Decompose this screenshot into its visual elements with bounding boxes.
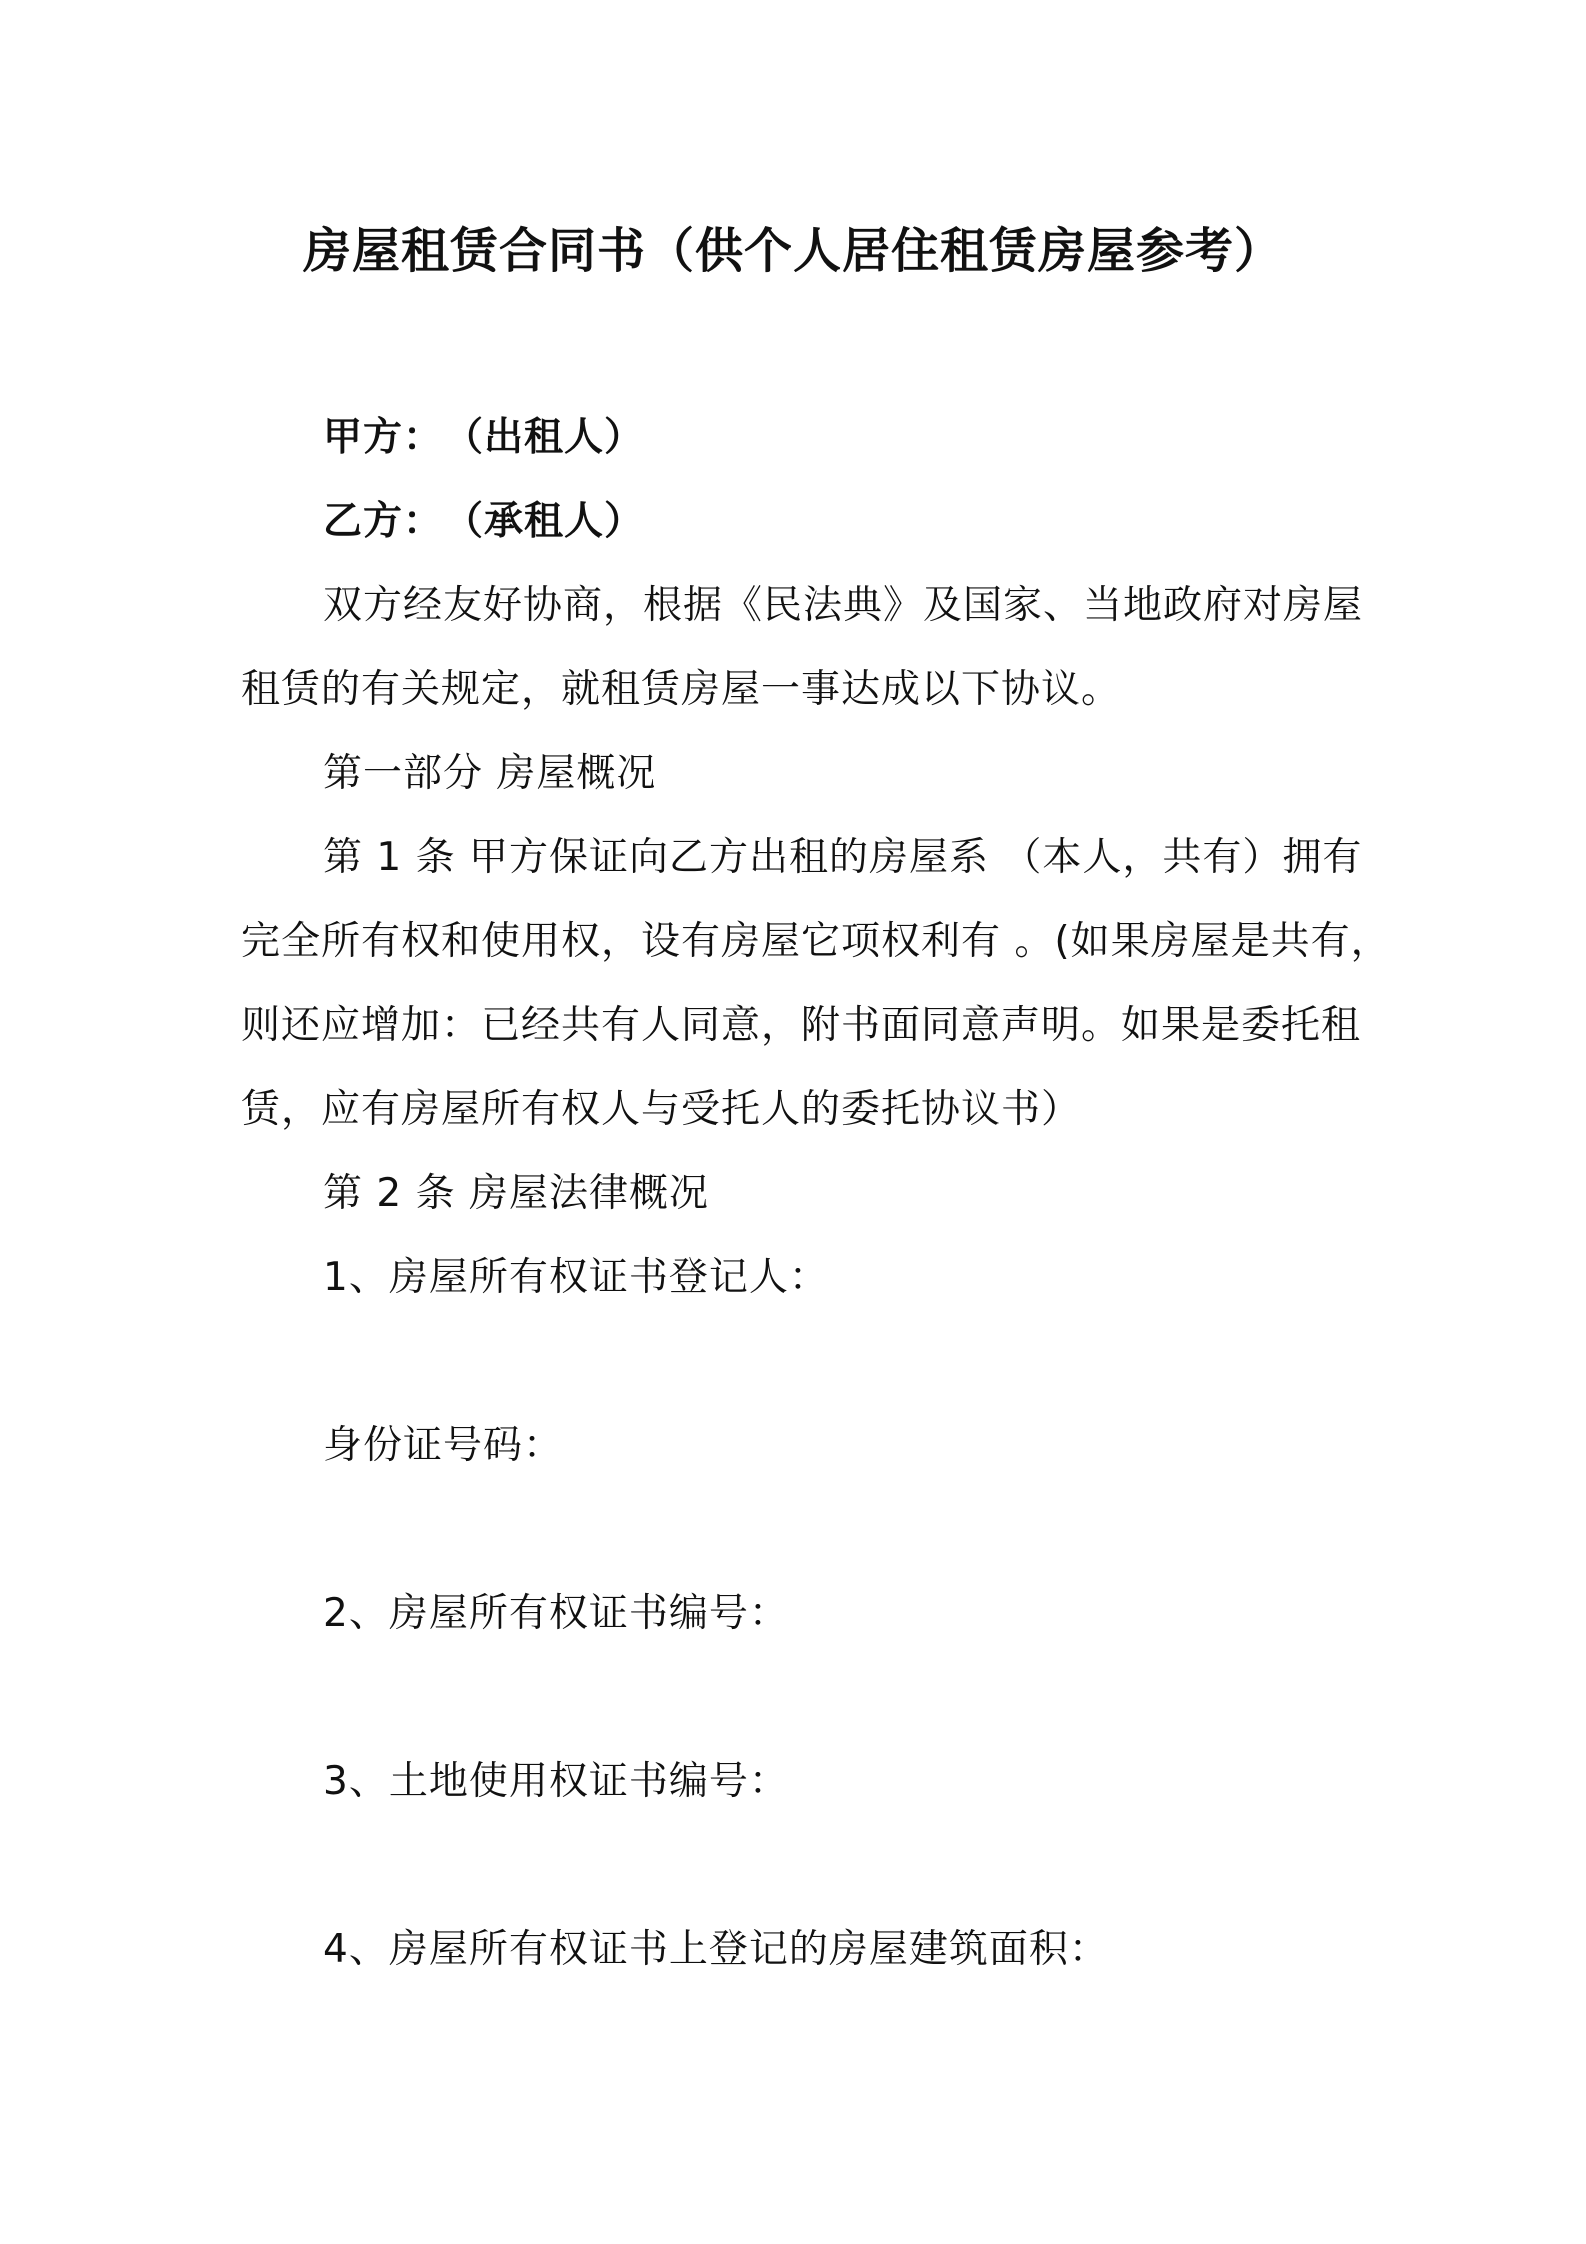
party-a-line: 甲方： （出租人） (323, 415, 645, 460)
intro-line-2: 租赁的有关规定，就租赁房屋一事达成以下协议。 (241, 667, 1122, 712)
article1-line-2: 完全所有权和使用权，设有房屋它项权利有 。(如果房屋是共有， (241, 919, 1391, 964)
item-land-use-cert-number: 3、土地使用权证书编号： (323, 1759, 789, 1804)
item-ownership-cert-number: 2、房屋所有权证书编号： (323, 1591, 789, 1636)
party-b-line: 乙方： （承租人） (323, 499, 645, 544)
item-id-number: 身份证号码： (323, 1423, 564, 1468)
document-title: 房屋租赁合同书（供个人居住租赁房屋参考） (302, 223, 1283, 279)
intro-line-1: 双方经友好协商，根据《民法典》及国家、当地政府对房屋 (323, 583, 1364, 628)
item-owner-registrant: 1、房屋所有权证书登记人： (323, 1255, 829, 1300)
item-building-area: 4、房屋所有权证书上登记的房屋建筑面积： (323, 1927, 1109, 1972)
part1-heading: 第一部分 房屋概况 (323, 751, 657, 796)
article1-line-1: 第 1 条 甲方保证向乙方出租的房屋系 （本人，共有）拥有 (323, 835, 1363, 880)
article1-line-4: 赁，应有房屋所有权人与受托人的委托协议书） (241, 1087, 1082, 1132)
article2-heading: 第 2 条 房屋法律概况 (323, 1171, 710, 1216)
article1-line-3: 则还应增加：已经共有人同意，附书面同意声明。如果是委托租 (241, 1003, 1362, 1048)
